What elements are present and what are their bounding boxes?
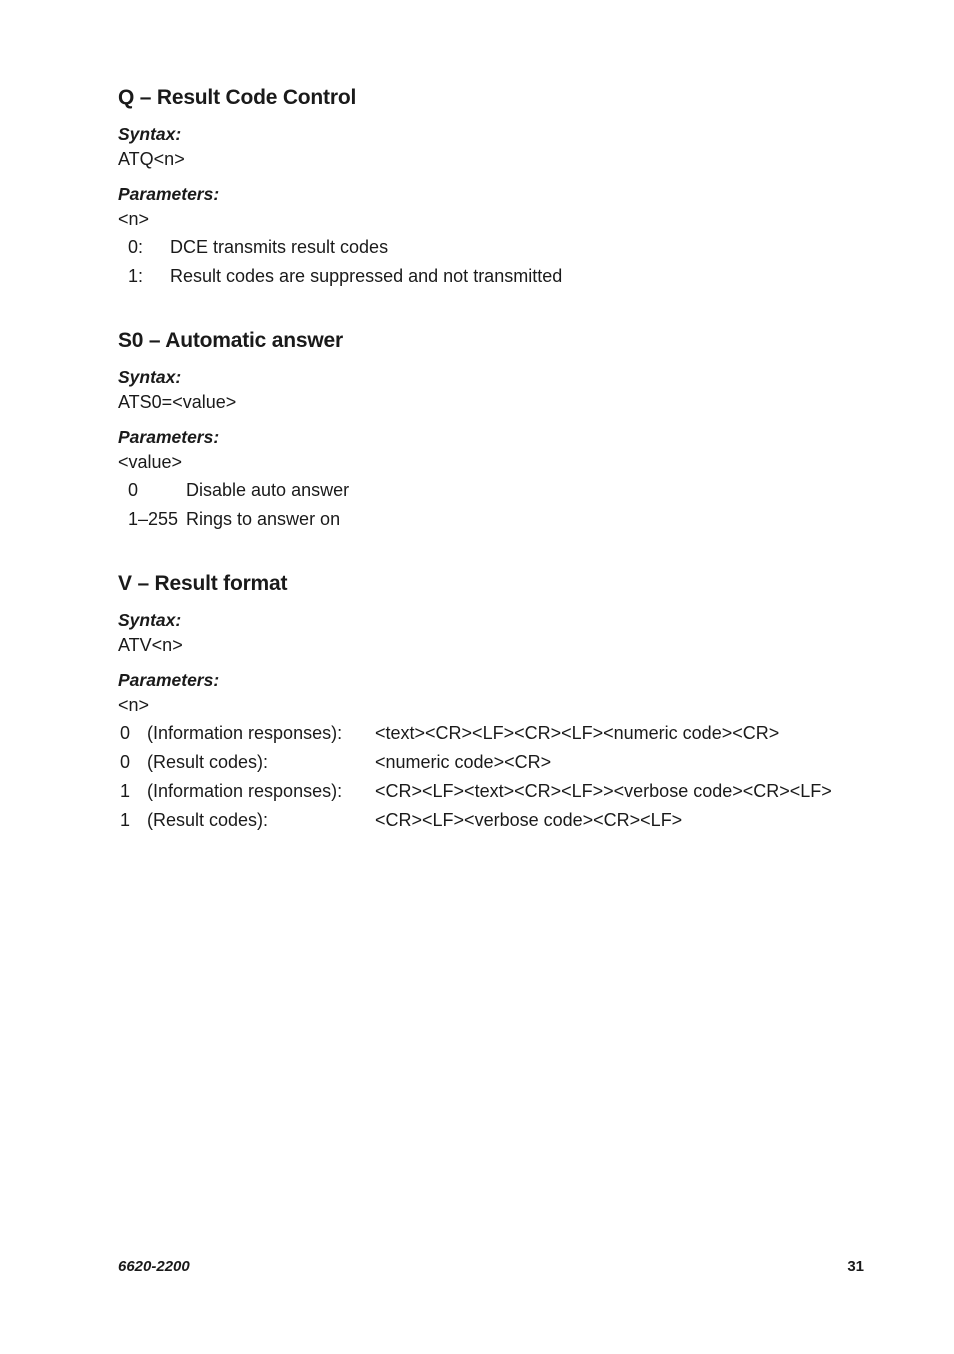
section-title: S0 – Automatic answer bbox=[118, 329, 343, 352]
parameters-label: Parameters: bbox=[118, 427, 220, 447]
parameter-description: Result codes are suppressed and not transmitted bbox=[170, 266, 563, 286]
syntax-command: ATV<n> bbox=[118, 635, 183, 655]
parameter-key: 1 bbox=[120, 810, 131, 830]
parameter-row bbox=[118, 233, 878, 262]
parameter-description: (Information responses): bbox=[147, 781, 343, 801]
page-number: 31 bbox=[847, 1258, 864, 1275]
parameter-description: (Result codes): bbox=[147, 752, 269, 772]
parameter-row bbox=[118, 262, 878, 291]
parameter-key: 0 bbox=[128, 480, 139, 500]
parameter-description: Disable auto answer bbox=[186, 480, 350, 500]
parameter-row bbox=[118, 719, 878, 748]
parameter-value: <CR><LF><text><CR><LF>><verbose code><CR><LF> bbox=[375, 781, 832, 801]
document-number: 6620-2200 bbox=[118, 1258, 190, 1275]
parameter-row bbox=[118, 777, 878, 806]
parameter-key: 0 bbox=[120, 723, 131, 743]
parameter-key: 1 bbox=[120, 781, 131, 801]
section-title: Q – Result Code Control bbox=[118, 86, 357, 109]
parameter-row bbox=[118, 505, 878, 534]
parameter-row bbox=[118, 806, 878, 835]
syntax-label: Syntax: bbox=[118, 124, 182, 144]
parameter-description: (Result codes): bbox=[147, 810, 269, 830]
parameter-row bbox=[118, 748, 878, 777]
syntax-label: Syntax: bbox=[118, 610, 182, 630]
syntax-label: Syntax: bbox=[118, 367, 182, 387]
syntax-command: ATS0=<value> bbox=[118, 392, 237, 412]
parameter-value: <CR><LF><verbose code><CR><LF> bbox=[375, 810, 683, 830]
syntax-command: ATQ<n> bbox=[118, 149, 185, 169]
parameter-value: <numeric code><CR> bbox=[375, 752, 552, 772]
section-v-result-format bbox=[118, 570, 878, 835]
parameter-description: Rings to answer on bbox=[186, 509, 341, 529]
parameter-description: (Information responses): bbox=[147, 723, 343, 743]
parameter-name: <value> bbox=[118, 452, 183, 472]
parameter-description: DCE transmits result codes bbox=[170, 237, 389, 257]
section-q-result-code-control bbox=[118, 84, 878, 291]
parameter-row bbox=[118, 476, 878, 505]
section-title: V – Result format bbox=[118, 572, 288, 595]
section-s0-automatic-answer bbox=[118, 327, 878, 534]
parameter-key: 0 bbox=[120, 752, 131, 772]
parameters-label: Parameters: bbox=[118, 670, 220, 690]
parameter-name: <n> bbox=[118, 209, 150, 229]
parameter-key: 1: bbox=[128, 266, 144, 286]
parameter-value: <text><CR><LF><CR><LF><numeric code><CR> bbox=[375, 723, 780, 743]
parameter-key: 1–255 bbox=[128, 509, 179, 529]
parameter-key: 0: bbox=[128, 237, 144, 257]
parameters-label: Parameters: bbox=[118, 184, 220, 204]
parameter-name: <n> bbox=[118, 695, 150, 715]
